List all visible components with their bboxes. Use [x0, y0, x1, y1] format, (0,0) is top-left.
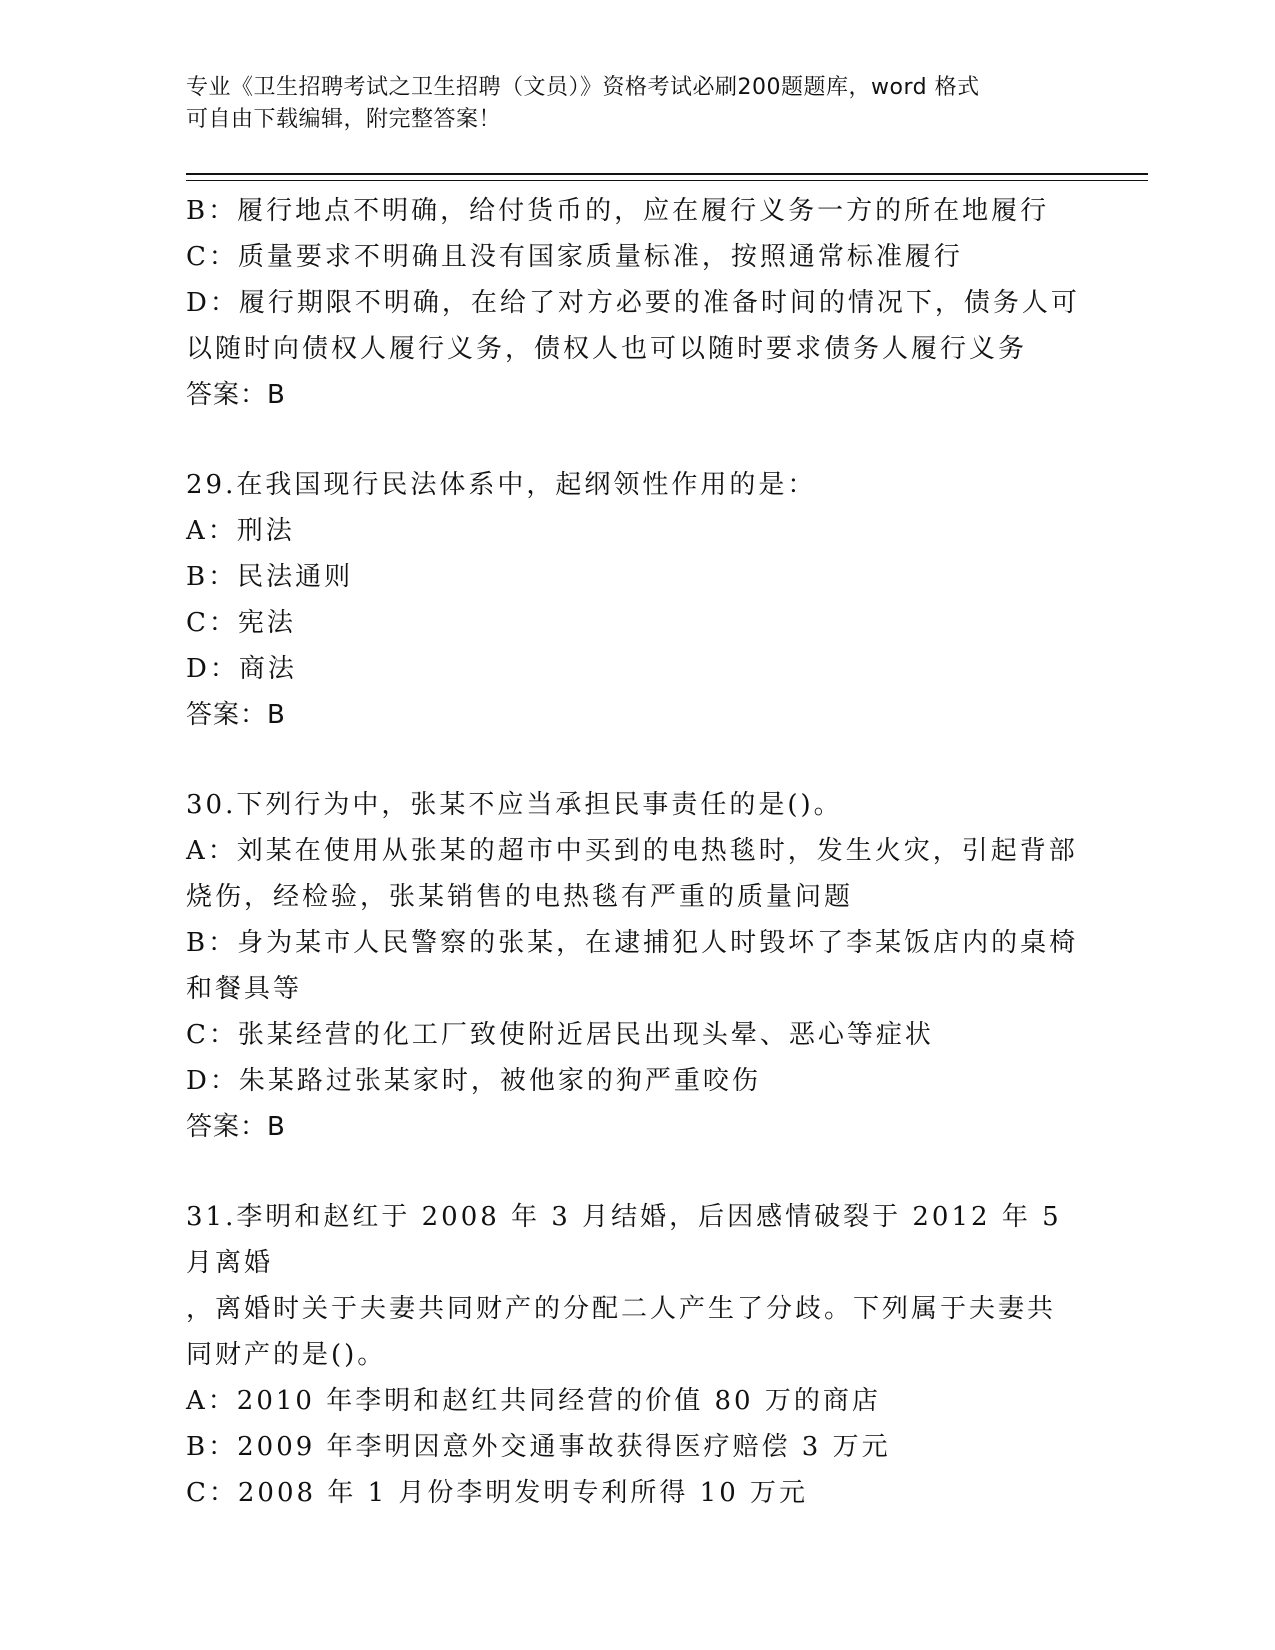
option-line: A：刘某在使用从张某的超市中买到的电热毯时，发生火灾，引起背部: [186, 836, 1078, 866]
option-line: D：商法: [186, 654, 297, 684]
option-line: C：宪法: [186, 608, 296, 638]
question-stem: 30.下列行为中，张某不应当承担民事责任的是()。: [186, 790, 843, 820]
option-line: 烧伤，经检验，张某销售的电热毯有严重的质量问题: [186, 882, 854, 912]
option-line: C：张某经营的化工厂致使附近居民出现头晕、恶心等症状: [186, 1020, 934, 1050]
question-stem: 31.李明和赵红于 2008 年 3 月结婚，后因感情破裂于 2012 年 5 月离婚: [186, 1202, 1062, 1278]
option-line: 和餐具等: [186, 974, 303, 1004]
answer-line: 答案：B: [186, 700, 286, 730]
option-line: D：履行期限不明确，在给了对方必要的准备时间的情况下，债务人可: [186, 288, 1080, 318]
option-line: B：民法通则: [186, 562, 354, 592]
option-line: C：2008 年 1 月份李明发明专利所得 10 万元: [186, 1478, 809, 1508]
question-stem: 同财产的是()。: [186, 1340, 387, 1370]
question-stem: ，离婚时关于夫妻共同财产的分配二人产生了分歧。下列属于夫妻共: [186, 1294, 1057, 1324]
option-line: B：履行地点不明确，给付货币的，应在履行义务一方的所在地履行: [186, 196, 1050, 226]
document-header: [186, 72, 1086, 136]
question-30: [186, 782, 1086, 1150]
question-29: [186, 462, 1086, 738]
spacer: [186, 418, 1086, 462]
option-line: A：刑法: [186, 516, 295, 546]
answer-line: 答案：B: [186, 1112, 286, 1142]
option-line: A：2010 年李明和赵红共同经营的价值 80 万的商店: [186, 1386, 881, 1416]
option-line: C：质量要求不明确且没有国家质量标准，按照通常标准履行: [186, 242, 963, 272]
option-line: B：2009 年李明因意外交通事故获得医疗赔偿 3 万元: [186, 1432, 891, 1462]
option-line: B：身为某市人民警察的张某，在逮捕犯人时毁坏了李某饭店内的桌椅: [186, 928, 1079, 958]
question-stem: 29.在我国现行民法体系中，起纲领性作用的是：: [186, 470, 817, 500]
option-line: D：朱某路过张某家时，被他家的狗严重咬伤: [186, 1066, 761, 1096]
question-31: [186, 1194, 1086, 1516]
answer-line: 答案：B: [186, 380, 286, 410]
header-line-2: 可自由下载编辑，附完整答案！: [186, 107, 502, 132]
header-rule-thin: [186, 180, 1148, 181]
question-28-continued: [186, 188, 1086, 418]
option-line: 以随时向债权人履行义务，债权人也可以随时要求债务人履行义务: [186, 334, 1028, 364]
header-line-1: 专业《卫生招聘考试之卫生招聘（文员）》资格考试必刷200题题库，word 格式: [186, 75, 980, 100]
spacer: [186, 738, 1086, 782]
header-rule-thick: [186, 173, 1148, 175]
spacer: [186, 1150, 1086, 1194]
question-content: [186, 188, 1086, 1516]
